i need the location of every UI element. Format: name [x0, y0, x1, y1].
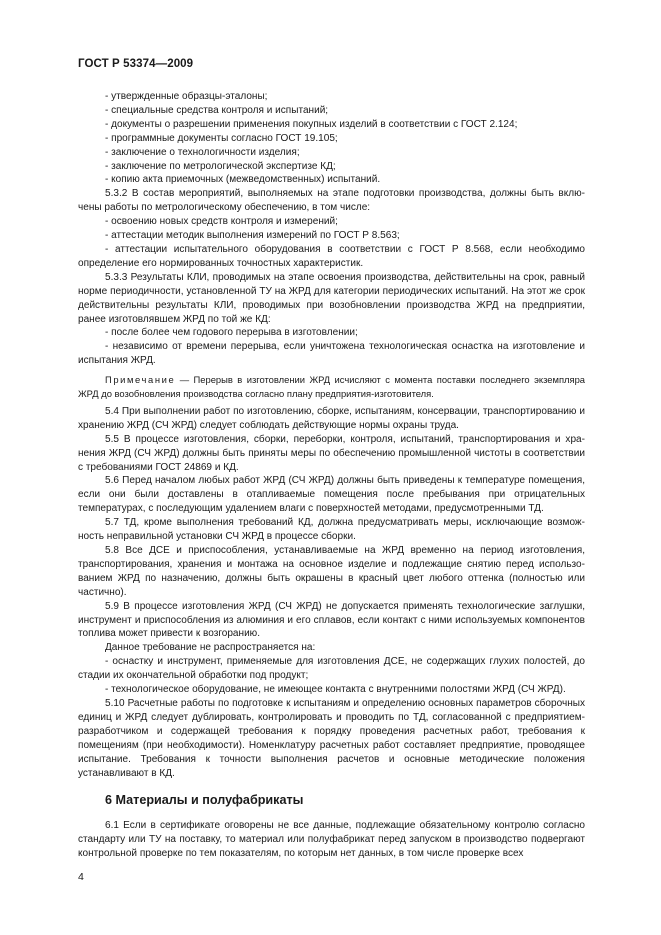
note-label: Примечание	[105, 374, 176, 386]
document-header: ГОСТ Р 53374—2009	[78, 58, 194, 70]
clause-5-3-3: 5.3.3 Результаты КЛИ, проводимых на этапе освоения производства, действительны на срок, равный норме периодичности, установленной ТУ на ЖРД для категории периодических испытаний. На этот же срок действительны результаты КЛИ, проводимых при возобновлении производства ЖРД на предприятии, ранее изготовлявшем ЖРД по той же КД:	[78, 271, 585, 325]
paragraph: Данное требование не распространяется на:	[105, 642, 316, 654]
list-item: - документы о разрешении применения покупных изделий в соответствии с ГОСТ 2.124;	[105, 118, 518, 130]
clause-5-5: 5.5 В процессе изготовления, сборки, переборки, контроля, испытаний, транспортирования и хранения ЖРД (СЧ ЖРД) должны быть приняты меры по обеспечению промышленной чистоты в соответствии с требованиями ГОСТ 24869 и КД.	[78, 433, 585, 473]
list-item: - заключение по метрологической экспертизе КД;	[105, 160, 336, 172]
page-number: 4	[78, 871, 84, 883]
note	[78, 373, 585, 400]
note-dash: —	[175, 374, 194, 386]
list-item: - после более чем годового перерыва в изготовлении;	[105, 327, 358, 339]
clause-5-7: 5.7 ТД, кроме выполнения требований КД, должна предусматривать меры, исключающие возможность неправильной установки СЧ ЖРД в процессе сборки.	[78, 517, 585, 543]
list-item: - технологическое оборудование, не имеющее контакта с внутренними полостями ЖРД (СЧ ЖРД).	[105, 684, 566, 696]
list-item: - программные документы согласно ГОСТ 19.105;	[105, 132, 338, 144]
list-item: - заключение о технологичности изделия;	[105, 146, 300, 158]
list-item: - аттестации испытательного оборудования в соответствии с ГОСТ Р 8.568, если необходимо определение его нормированных точностных характеристик.	[78, 243, 585, 269]
list-item: - независимо от времени перерыва, если уничтожена технологическая оснастка на изготовление и испытания ЖРД.	[78, 341, 585, 367]
list-item: - специальные средства контроля и испытаний;	[105, 104, 329, 116]
clause-5-10: 5.10 Расчетные работы по подготовке к испытаниям и определению основных параметров сборочных единиц и ЖРД следует дублировать, контролировать и проводить по ТД, согласованной с предприятием-разработчиком и содержащей требования к порядку проведения расчетных работ, требования к помещениям (при необходимости). Номенклатуру расчетных работ составляет предприятие, проводящее испытание. Требования к точности выполнения расчетов и основные методические положения устанавливают в КД.	[78, 697, 585, 779]
list-item: - оснастку и инструмент, применяемые для изготовления ДСЕ, не содержащих глухих полостей, до стадии их окончательной обработки под продукт;	[78, 656, 585, 682]
clause-5-6: 5.6 Перед началом любых работ ЖРД (СЧ ЖРД) должны быть приведены к температуре помещения, если они были доставлены в отапливаемые помещения после пребывания при отрицательных температурах, с последующим удалением влаги с поверхностей методами, предусмотренными ТД.	[78, 475, 585, 515]
section-heading: 6 Материалы и полуфабрикаты	[105, 793, 304, 808]
clause-5-9: 5.9 В процессе изготовления ЖРД (СЧ ЖРД) не допускается применять технологические заглушки, инструмент и приспособления из алюминия и его сплавов, если контакт с ними используемых компонентов топлива может привести к возгоранию.	[78, 600, 585, 640]
note-text: Перерыв в изготовлении ЖРД исчисляют с момента поставки последнего экземпляра ЖРД до возобновления производства согласно плану предприятия-изготовителя.	[78, 374, 585, 399]
clause-5-4: 5.4 При выполнении работ по изготовлению, сборке, испытаниям, консервации, транспортированию и хранению ЖРД (СЧ ЖРД) следует соблюдать действующие нормы охраны труда.	[78, 405, 585, 431]
document-body	[78, 90, 585, 861]
clause-5-8: 5.8 Все ДСЕ и приспособления, устанавливаемые на ЖРД временно на период изготовления, транспортирования, хранения и монтажа на основное изделие и подлежащие снятию перед использованием ЖРД по назначению, должны быть окрашены в красный цвет любого оттенка (полностью или частично).	[78, 545, 585, 598]
list-item: - освоению новых средств контроля и измерений;	[105, 216, 338, 228]
list-item: - аттестации методик выполнения измерений по ГОСТ Р 8.563;	[105, 230, 400, 242]
clause-5-3-2: 5.3.2 В состав мероприятий, выполняемых на этапе подготовки производства, должны быть включены работы по метрологическому обеспечению, в том числе:	[78, 188, 585, 214]
list-item: - утвержденные образцы-эталоны;	[105, 91, 268, 102]
clause-6-1: 6.1 Если в сертификате оговорены не все данные, подлежащие обязательному контролю согласно стандарту или ТУ на поставку, то материал или полуфабрикат перед запуском в производство подвергают контрольной проверке по тем показателям, по которым нет данных, в том числе проверке всех	[78, 820, 585, 860]
list-item: - копию акта приемочных (межведомственных) испытаний.	[105, 174, 381, 186]
